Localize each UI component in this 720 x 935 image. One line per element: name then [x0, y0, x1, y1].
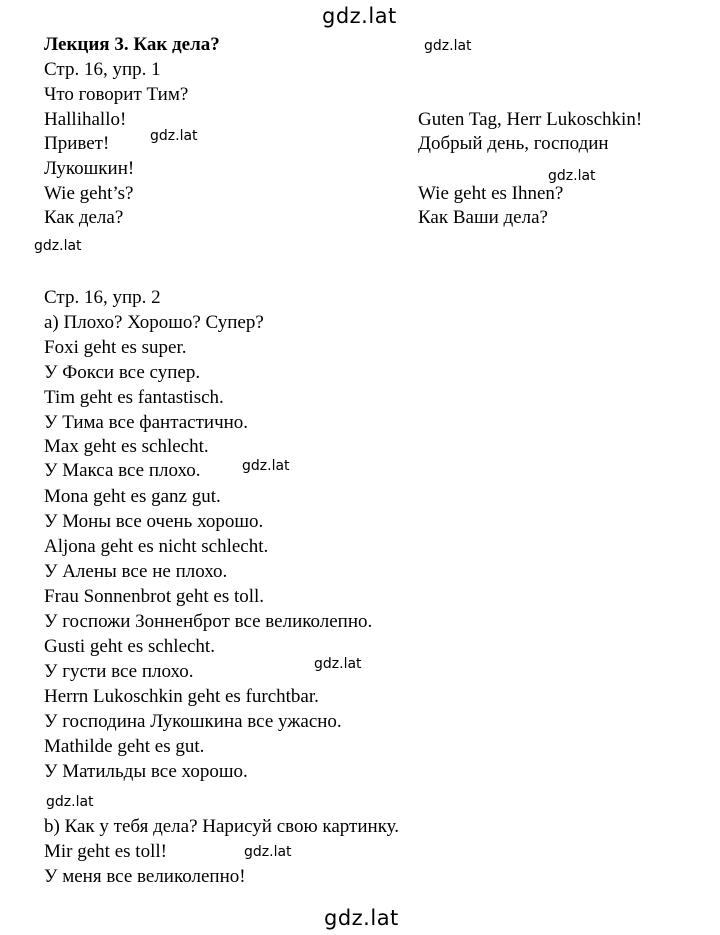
answer-line: Tim geht es fantastisch.	[44, 387, 224, 408]
watermark: gdz.lat	[150, 128, 198, 144]
exercise-1-ref: Стр. 16, упр. 1	[44, 59, 161, 80]
watermark: gdz.lat	[244, 844, 292, 860]
dialog-right-line: Guten Tag, Herr Lukoschkin!	[418, 109, 643, 130]
answer-line: Herrn Lukoschkin geht es furchtbar.	[44, 686, 319, 707]
watermark-bottom: gdz.lat	[324, 906, 399, 930]
dialog-left-line: Привет!	[44, 133, 110, 154]
watermark: gdz.lat	[314, 656, 362, 672]
answer-line: У Макса все плохо.	[44, 460, 201, 481]
dialog-left-line: Как дела?	[44, 207, 124, 228]
watermark: gdz.lat	[46, 794, 94, 810]
exercise-1-question: Что говорит Тим?	[44, 84, 189, 105]
answer-line: У господина Лукошкина все ужасно.	[44, 711, 342, 732]
exercise-2b-heading: b) Как у тебя дела? Нарисуй свою картинку.	[44, 816, 399, 837]
lecture-title: Лекция 3. Как дела?	[44, 34, 220, 55]
exercise-2a-heading: а) Плохо? Хорошо? Супер?	[44, 312, 264, 333]
watermark: gdz.lat	[34, 238, 82, 254]
answer-line: У Алены все не плохо.	[44, 561, 228, 582]
watermark: gdz.lat	[548, 168, 596, 184]
answer-line: Aljona geht es nicht schlecht.	[44, 536, 269, 557]
answer-line: У густи все плохо.	[44, 661, 194, 682]
answer-line: У Моны все очень хорошо.	[44, 511, 264, 532]
watermark: gdz.lat	[242, 458, 290, 474]
watermark: gdz.lat	[424, 38, 472, 54]
answer-line: Foxi geht es super.	[44, 337, 187, 358]
answer-line: Mathilde geht es gut.	[44, 736, 205, 757]
answer-line: У Матильды все хорошо.	[44, 761, 248, 782]
answer-line: Mona geht es ganz gut.	[44, 486, 221, 507]
watermark-top: gdz.lat	[322, 4, 397, 28]
answer-line: Frau Sonnenbrot geht es toll.	[44, 586, 265, 607]
answer-line: У госпожи Зонненброт все великолепно.	[44, 611, 373, 632]
answer-line: Gusti geht es schlecht.	[44, 636, 215, 657]
dialog-left-line: Лукошкин!	[44, 158, 135, 179]
dialog-left-line: Hallihallo!	[44, 109, 127, 130]
dialog-right-line: Добрый день, господин	[418, 133, 609, 154]
answer-line: У меня все великолепно!	[44, 866, 246, 887]
dialog-right-line: Wie geht es Ihnen?	[418, 183, 564, 204]
answer-line: Max geht es schlecht.	[44, 436, 209, 457]
answer-line: У Тима все фантастично.	[44, 412, 249, 433]
exercise-2-ref: Стр. 16, упр. 2	[44, 287, 161, 308]
dialog-left-line: Wie geht’s?	[44, 183, 134, 204]
answer-line: Mir geht es toll!	[44, 841, 167, 862]
dialog-right-line: Как Ваши дела?	[418, 207, 548, 228]
answer-line: У Фокси все супер.	[44, 362, 201, 383]
